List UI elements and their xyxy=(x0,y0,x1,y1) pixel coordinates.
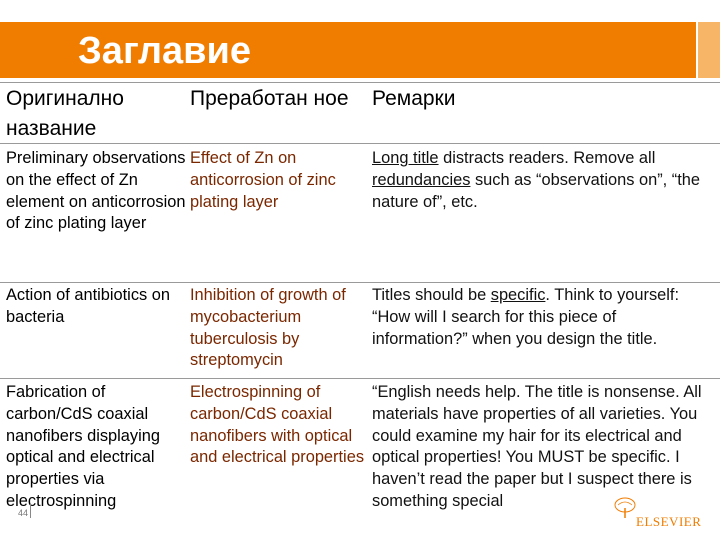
row-1-revised: Effect of Zn on anticorrosion of zinc plating layer xyxy=(190,149,336,211)
row-1-original: Preliminary observations on the effect of Zn element on anticorrosion of zinc plating layer xyxy=(6,149,186,233)
page-number-divider xyxy=(30,504,31,518)
row-divider-2 xyxy=(0,378,720,379)
row-3-original: Fabrication of carbon/CdS coaxial nanofibers displaying optical and electrical properties via electrospinning xyxy=(6,383,160,510)
row-2-remarks xyxy=(372,285,716,350)
remark-fragment: “English needs help. The title is nonsense. All materials have properties of all varieties. You could examine my hair for its electrical and optical properties! You MUST be specific. I haven’t read the paper but I suspect there is something special xyxy=(372,383,702,510)
row-2-original: Action of antibiotics on bacteria xyxy=(6,286,171,326)
header-remarks: Ремарки xyxy=(372,87,456,110)
table-top-border xyxy=(0,82,720,83)
remark-fragment: . Think to yourself: “How will I search for this piece of information?” when you design the title. xyxy=(372,286,680,348)
row-3-revised: Electrospinning of carbon/CdS coaxial nanofibers with optical and electrical properties xyxy=(190,383,365,467)
page-number: 44 xyxy=(18,508,29,518)
remark-fragment: redundancies xyxy=(372,170,471,189)
elsevier-logo: ELSEVIER xyxy=(636,514,702,529)
header-revised-title: Преработан ное xyxy=(190,87,349,110)
remark-fragment: distracts readers. Remove all xyxy=(438,149,656,167)
header-original-title: Оригинално название xyxy=(6,87,124,140)
remark-fragment: specific xyxy=(490,286,546,304)
remark-fragment: Long title xyxy=(372,149,439,167)
elsevier-tree-icon xyxy=(612,496,638,520)
row-2-revised: Inhibition of growth of mycobacterium tuberculosis by streptomycin xyxy=(190,286,346,370)
remark-fragment: Titles should be xyxy=(372,286,491,304)
row-1-remarks xyxy=(372,148,716,213)
row-divider-1 xyxy=(0,282,720,283)
remark-fragment: such as “observations on”, “the nature of”, etc. xyxy=(372,170,701,211)
row-3-remarks xyxy=(372,382,716,532)
slide-title: Заглавие xyxy=(78,30,251,72)
